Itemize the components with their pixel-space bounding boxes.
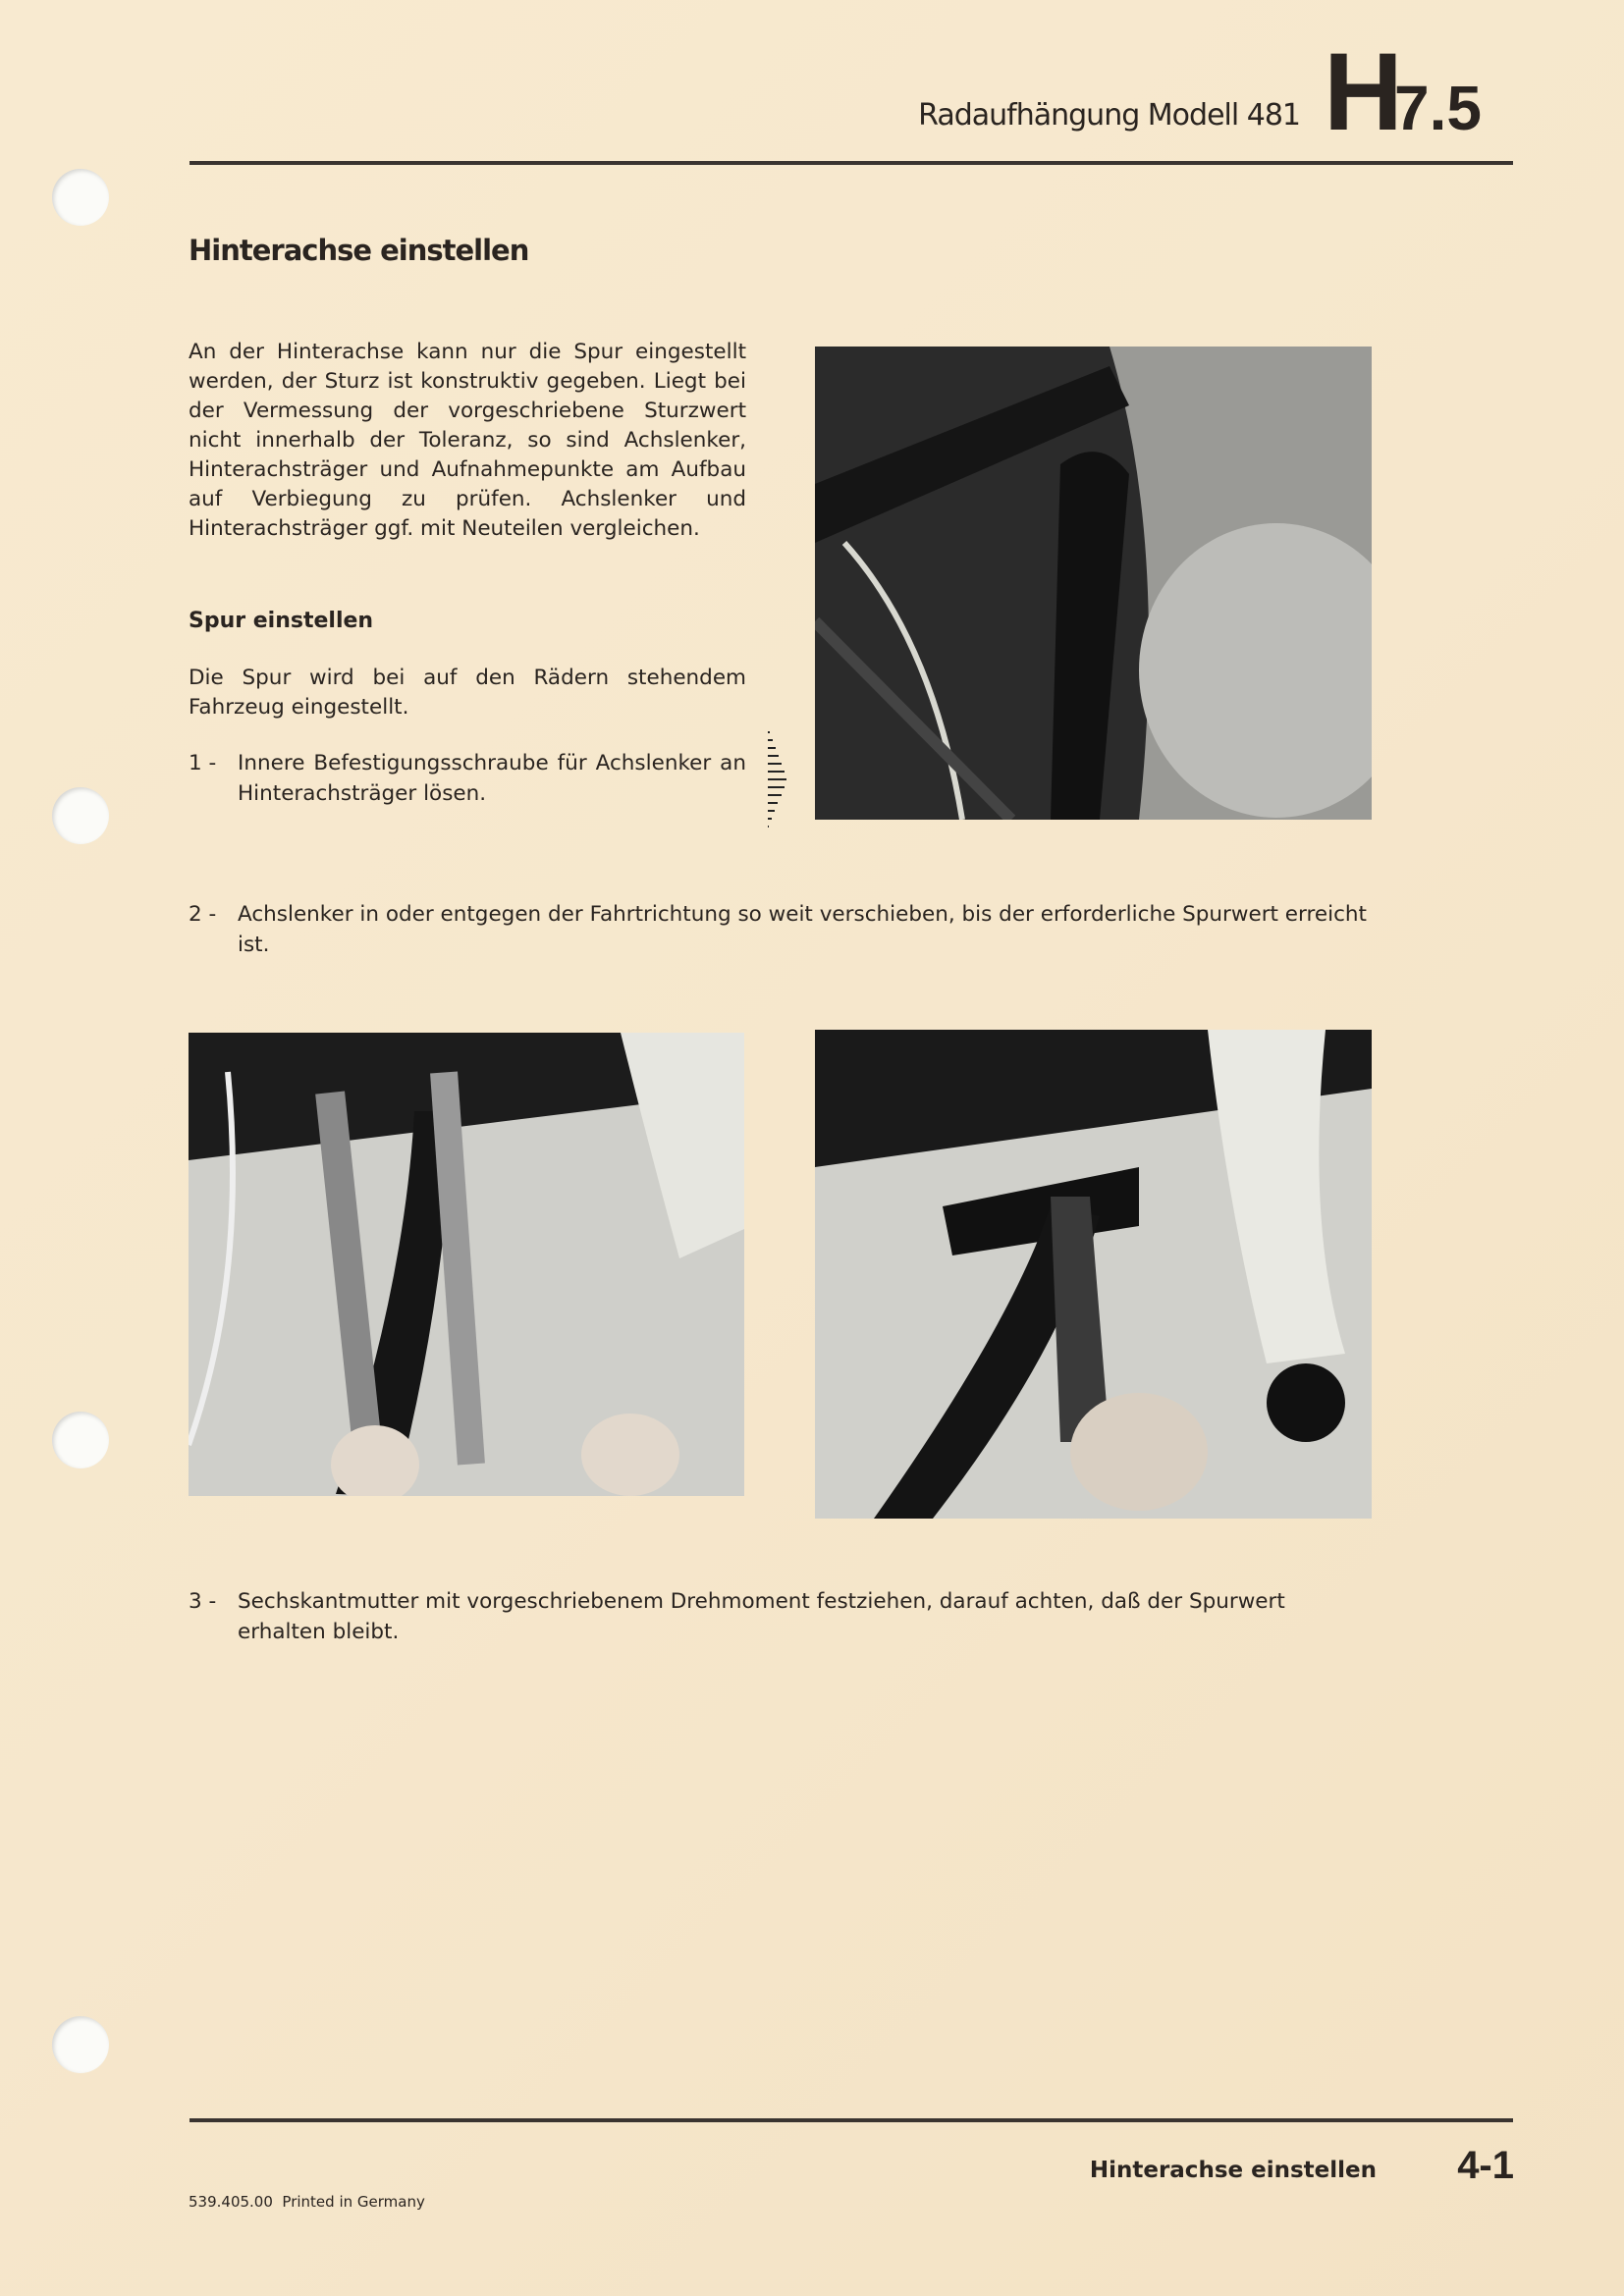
step-2 — [189, 899, 1372, 960]
section-title: Radaufhängung Modell 481 — [918, 98, 1300, 133]
punch-hole — [52, 2016, 109, 2073]
photo-adjusting-axle-arm — [815, 1030, 1372, 1519]
print-code: 539.405.00 Printed in Germany — [189, 2193, 425, 2211]
punch-hole — [52, 169, 109, 226]
group-letter: H — [1324, 30, 1403, 153]
step-number: 3 - — [189, 1589, 217, 1614]
footer-rule — [189, 2118, 1513, 2122]
subsection-intro: Die Spur wird bei auf den Rädern stehendem Fahrzeug eingestellt. — [189, 666, 746, 720]
intro-paragraph: An der Hinterachse kann nur die Spur eingestellt werden, der Sturz ist konstruktiv gegeben. Liegt bei der Vermessung der vorgeschriebene Sturzwert nicht innerhalb der Toleranz, so sind Achslenker, Hinterachsträger und Aufnahmepunkte am Aufbau auf Verbiegung zu prüfen. Achslenker und Hinterachsträger ggf. mit Neuteilen vergleichen. — [189, 340, 746, 541]
punch-hole — [52, 787, 109, 844]
step-number: 2 - — [189, 902, 217, 927]
punch-hole — [52, 1412, 109, 1468]
step-1 — [189, 748, 746, 809]
step-number: 1 - — [189, 751, 217, 775]
page-title: Hinterachse einstellen — [189, 234, 529, 267]
step-3 — [189, 1586, 1372, 1647]
step-text: Innere Befestigungsschraube für Achslenker an Hinterachsträger lösen. — [238, 751, 746, 806]
header-rule — [189, 161, 1513, 165]
step-text: Achslenker in oder entgegen der Fahrtrichtung so weit verschieben, bis der erforderliche Spurwert erreicht ist. — [238, 902, 1367, 957]
group-number: 7.5 — [1394, 73, 1482, 143]
subsection-title: Spur einstellen — [189, 609, 374, 633]
photo-rear-axle-bolt — [815, 347, 1372, 820]
step-text: Sechskantmutter mit vorgeschriebenem Drehmoment festziehen, darauf achten, daß der Spurwert erhalten bleibt. — [238, 1589, 1285, 1644]
page-number: 4-1 — [1457, 2144, 1514, 2187]
footer-title: Hinterachse einstellen — [1089, 2158, 1377, 2183]
arrow-pointer-icon — [766, 726, 787, 832]
photo-gauge-on-axle-arm — [189, 1033, 744, 1496]
